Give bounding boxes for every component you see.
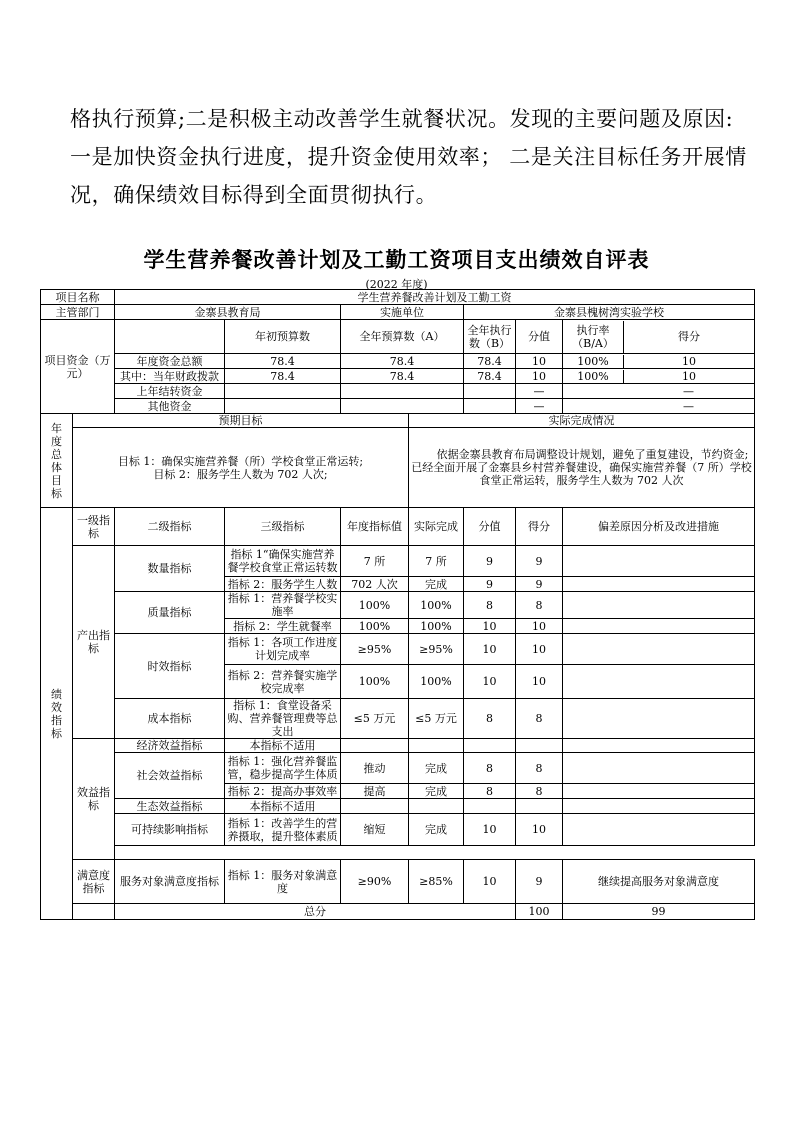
funds-row-budget: 78.4 (225, 354, 341, 369)
sustainable-label: 可持续影响指标 (115, 814, 225, 846)
funds-row-name: 其他资金 (115, 399, 225, 414)
funds-row-value: 10 (516, 369, 563, 384)
indicator-analysis (563, 619, 755, 634)
funds-col-value: 分值 (516, 320, 563, 354)
indicator-actual (409, 739, 464, 753)
paragraph-line: 格执行预算;二是积极主动改善学生就餐状况。发现的主要问题及原因: (70, 107, 734, 131)
indicator-value: 9 (464, 577, 516, 592)
funds-row-budget (225, 399, 341, 414)
indicators-label: 绩效指标 (41, 508, 73, 920)
indicator-analysis (563, 739, 755, 753)
funds-row-value: — (516, 399, 563, 414)
indicator-target: 100% (341, 592, 409, 619)
funds-row-rate-score (563, 384, 755, 399)
indicator-score: 9 (516, 577, 563, 592)
funds-row-exec (464, 384, 516, 399)
funds-label: 项目资金（万元） (41, 320, 115, 414)
indicator-actual: 100% (409, 619, 464, 634)
indicator-value: 10 (464, 860, 516, 904)
indicator-target (341, 739, 409, 753)
col-level1: 一级指标 (73, 508, 115, 546)
evaluation-table (40, 289, 755, 920)
indicator-score: 8 (516, 784, 563, 799)
funds-row-score: — (683, 399, 695, 413)
indicator-value: 9 (464, 546, 516, 577)
funds-row-rate: 100% (563, 370, 624, 383)
funds-row-annual (341, 399, 464, 414)
funds-row-budget: 78.4 (225, 369, 341, 384)
indicator-analysis (563, 699, 755, 739)
funds-row-annual: 78.4 (341, 354, 464, 369)
col-level2: 二级指标 (115, 508, 225, 546)
indicator-actual: 7 所 (409, 546, 464, 577)
project-name-label: 项目名称 (41, 290, 115, 305)
indicator-target: ≤5 万元 (341, 699, 409, 739)
funds-row-rate (563, 400, 623, 413)
timeliness-label: 时效指标 (115, 634, 225, 699)
indicator-score (516, 799, 563, 814)
indicator-actual: ≥85% (409, 860, 464, 904)
economic-label: 经济效益指标 (115, 739, 225, 753)
indicator-target: 提高 (341, 784, 409, 799)
page-title: 学生营养餐改善计划及工勤工资项目支出绩效自评表 (143, 248, 650, 272)
goals-expected (73, 428, 409, 508)
indicator-value: 10 (464, 634, 516, 665)
unit-value: 金寨县槐树湾实验学校 (464, 305, 755, 320)
indicator-target: 推动 (341, 753, 409, 784)
indicator-name: 指标 1：各项工作进度计划完成率 (225, 634, 341, 665)
total-score: 99 (563, 904, 755, 920)
goals-actual: 依据金寨县教育布局调整设计规划，避免了重复建设，节约资金;已经全面开展了金寨县乡村营养餐建设，确保实施营养餐（7 所）学校食堂正常运转，服务学生人数为 702 人次 (409, 428, 755, 508)
indicator-actual: 100% (409, 592, 464, 619)
funds-row-name: 年度资金总额 (115, 354, 225, 369)
indicator-actual: 100% (409, 665, 464, 699)
indicator-target: 7 所 (341, 546, 409, 577)
indicator-analysis (563, 753, 755, 784)
indicator-target (341, 799, 409, 814)
indicator-score (516, 739, 563, 753)
ecological-label: 生态效益指标 (115, 799, 225, 814)
indicator-value (464, 799, 516, 814)
indicator-value: 10 (464, 665, 516, 699)
funds-row-rate-score (563, 369, 755, 384)
indicator-score: 8 (516, 592, 563, 619)
indicator-name: 指标 2：营养餐实施学校完成率 (225, 665, 341, 699)
indicator-target: ≥90% (341, 860, 409, 904)
indicator-score: 10 (516, 814, 563, 846)
indicator-actual (409, 799, 464, 814)
funds-row-score: 10 (682, 369, 697, 383)
indicator-score: 10 (516, 619, 563, 634)
funds-row-annual (341, 384, 464, 399)
funds-row-budget (225, 384, 341, 399)
funds-row-score: — (683, 384, 695, 398)
fiscal-year: (2022 年度) (365, 278, 428, 291)
funds-row-rate-score (563, 399, 755, 414)
cost-label: 成本指标 (115, 699, 225, 739)
body-paragraph (70, 100, 747, 214)
funds-row-rate (563, 385, 623, 398)
indicator-target: 100% (341, 665, 409, 699)
indicator-value: 10 (464, 814, 516, 846)
funds-col-rate-score (563, 320, 755, 354)
paragraph-line: 况，确保绩效目标得到全面贯彻执行。 (70, 183, 438, 207)
indicator-name: 指标 2：学生就餐率 (225, 619, 341, 634)
dept-label: 主管部门 (41, 305, 115, 320)
col-value: 分值 (464, 508, 516, 546)
funds-row-name: 其中：当年财政拨款 (115, 369, 225, 384)
funds-row-rate: 100% (563, 355, 624, 368)
indicator-score: 10 (516, 665, 563, 699)
indicator-value: 10 (464, 619, 516, 634)
goals-expected-label: 预期目标 (73, 414, 409, 428)
indicator-analysis (563, 665, 755, 699)
indicator-actual: 完成 (409, 577, 464, 592)
total-value: 100 (516, 904, 563, 920)
indicator-actual: 完成 (409, 784, 464, 799)
funds-row-rate-score (563, 354, 755, 369)
indicator-score: 8 (516, 753, 563, 784)
indicator-target: 缩短 (341, 814, 409, 846)
indicator-name: 指标 1：营养餐学校实施率 (225, 592, 341, 619)
project-name: 学生营养餐改善计划及工勤工资 (115, 290, 755, 305)
funds-row-exec: 78.4 (464, 354, 516, 369)
funds-row-name: 上年结转资金 (115, 384, 225, 399)
service-label: 服务对象满意度指标 (115, 860, 225, 904)
col-level3: 三级指标 (225, 508, 341, 546)
indicator-value: 8 (464, 699, 516, 739)
indicator-value: 8 (464, 592, 516, 619)
indicator-score: 8 (516, 699, 563, 739)
indicator-value: 8 (464, 784, 516, 799)
social-label: 社会效益指标 (115, 753, 225, 799)
indicator-analysis (563, 784, 755, 799)
indicator-analysis (563, 577, 755, 592)
indicator-name: 指标 1：改善学生的营养摄取，提升整体素质 (225, 814, 341, 846)
satisfaction-label: 满意度指标 (73, 860, 115, 904)
indicator-actual: ≥95% (409, 634, 464, 665)
indicator-analysis (563, 592, 755, 619)
indicator-actual: 完成 (409, 753, 464, 784)
quality-label: 质量指标 (115, 592, 225, 634)
funds-col-rate: 执行率（B/A） (563, 321, 624, 353)
indicator-actual: ≤5 万元 (409, 699, 464, 739)
unit-label: 实施单位 (341, 305, 464, 320)
col-score: 得分 (516, 508, 563, 546)
indicator-value: 8 (464, 753, 516, 784)
goal-item: 目标 2：服务学生人数为 702 人次; (153, 467, 328, 481)
funds-row-exec (464, 399, 516, 414)
indicator-name: 本指标不适用 (225, 799, 341, 814)
indicator-analysis (563, 799, 755, 814)
funds-row-annual: 78.4 (341, 369, 464, 384)
benefit-label: 效益指标 (73, 739, 115, 860)
paragraph-line: 一是加快资金执行进度，提升资金使用效率； 二是关注目标任务开展情 (70, 145, 747, 169)
indicator-name: 本指标不适用 (225, 739, 341, 753)
indicator-name: 指标 1“确保实施营养餐学校食堂正常运转数 (225, 546, 341, 577)
col-target: 年度指标值 (341, 508, 409, 546)
funds-col-score: 得分 (678, 330, 701, 343)
indicator-score: 9 (516, 860, 563, 904)
dept-value: 金寨县教育局 (115, 305, 341, 320)
indicator-actual: 完成 (409, 814, 464, 846)
indicator-name: 指标 1：服务对象满意度 (225, 860, 341, 904)
funds-col-budget: 年初预算数 (225, 320, 341, 354)
output-label: 产出指标 (73, 546, 115, 739)
col-analysis: 偏差原因分析及改进措施 (563, 508, 755, 546)
quantity-label: 数量指标 (115, 546, 225, 592)
col-actual: 实际完成 (409, 508, 464, 546)
funds-row-value: 10 (516, 354, 563, 369)
funds-col-annual: 全年预算数（A） (341, 320, 464, 354)
indicator-name: 指标 2：提高办事效率 (225, 784, 341, 799)
indicator-target: ≥95% (341, 634, 409, 665)
indicator-score: 10 (516, 634, 563, 665)
goal-item: 目标 1：确保实施营养餐（所）学校食堂正常运转; (117, 454, 364, 468)
indicator-analysis (563, 814, 755, 846)
goals-actual-label: 实际完成情况 (409, 414, 755, 428)
indicator-name: 指标 1：强化营养餐监管，稳步提高学生体质 (225, 753, 341, 784)
indicator-name: 指标 2：服务学生人数 (225, 577, 341, 592)
funds-row-exec: 78.4 (464, 369, 516, 384)
goals-label: 年度总体目标 (41, 414, 73, 508)
indicator-target: 100% (341, 619, 409, 634)
indicator-target: 702 人次 (341, 577, 409, 592)
funds-row-score: 10 (682, 354, 697, 368)
indicator-analysis: 继续提高服务对象满意度 (563, 860, 755, 904)
indicator-analysis (563, 634, 755, 665)
indicator-name: 指标 1：食堂设备采购、营养餐管理费等总支出 (225, 699, 341, 739)
indicator-value (464, 739, 516, 753)
indicator-score: 9 (516, 546, 563, 577)
total-label: 总分 (115, 904, 516, 920)
indicator-analysis (563, 546, 755, 577)
funds-row-value: — (516, 384, 563, 399)
funds-col-exec: 全年执行数（B） (464, 320, 516, 354)
